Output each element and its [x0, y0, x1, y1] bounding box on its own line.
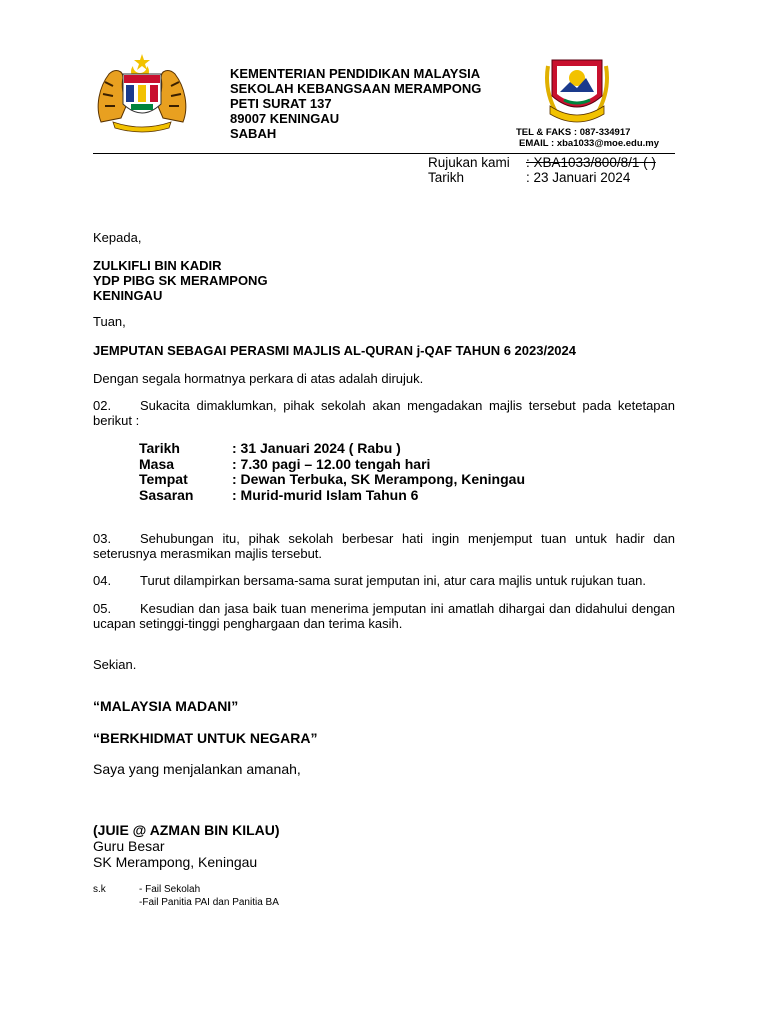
contact-block [516, 127, 696, 149]
detail-label: Tempat [139, 471, 188, 487]
slogan-berkhidmat: “BERKHIDMAT UNTUK NEGARA” [93, 730, 318, 746]
cc-block [93, 883, 393, 909]
detail-label: Masa [139, 455, 175, 472]
recipient-place: KENINGAU [93, 288, 163, 303]
org-line-postcode: 89007 KENINGAU [230, 111, 340, 126]
cc-label: s.k [93, 884, 106, 895]
detail-value: : 31 Januari 2024 ( Rabu ) [232, 440, 401, 456]
paragraph-05-number: 05. [93, 601, 112, 616]
tel-fax: TEL & FAKS : 087-334917 [516, 127, 631, 138]
school-logo [542, 56, 612, 124]
detail-value: : 7.30 pagi – 12.00 tengah hari [232, 455, 431, 472]
reference-block [428, 155, 688, 185]
org-line-ministry: KEMENTERIAN PENDIDIKAN MALAYSIA [230, 66, 481, 81]
rujukan-value: : XBA1033/800/8/1 ( ) [526, 155, 656, 170]
paragraph-04-number: 04. [93, 573, 112, 588]
paragraph-03 [93, 531, 675, 561]
paragraph-02-text: Sukacita dimaklumkan, pihak sekolah akan mengadakan majlis tersebut pada ketetapan berikut : [93, 398, 675, 428]
paragraph-02-number: 02. [93, 398, 112, 413]
recipient-name: ZULKIFLI BIN KADIR [93, 258, 222, 273]
detail-row-masa [139, 457, 679, 473]
paragraph-05-text: Kesudian dan jasa baik tuan menerima jemputan ini amatlah dihargai dan didahului dengan ucapan setinggi-tinggi penghargaan dan terima kasih. [93, 601, 675, 631]
rujukan-label: Rujukan kami [428, 155, 510, 170]
detail-label: Sasaran [139, 486, 194, 503]
event-details [139, 441, 679, 503]
paragraph-04-text: Turut dilampirkan bersama-sama surat jemputan ini, atur cara majlis untuk rujukan tuan. [140, 573, 647, 588]
signer-title: Guru Besar [93, 838, 165, 854]
paragraph-05 [93, 601, 675, 631]
trust-line: Saya yang menjalankan amanah, [93, 761, 301, 777]
detail-row-sasaran [139, 488, 679, 504]
header-divider [93, 153, 675, 154]
subject-line: JEMPUTAN SEBAGAI PERASMI MAJLIS AL-QURAN j-QAF TAHUN 6 2023/2024 [93, 343, 576, 358]
org-line-state: SABAH [230, 126, 277, 141]
signer-school: SK Merampong, Keningau [93, 854, 258, 870]
org-line-school: SEKOLAH KEBANGSAAN MERAMPONG [230, 81, 482, 96]
tarikh-value: : 23 Januari 2024 [526, 170, 631, 185]
paragraph-04 [93, 573, 675, 588]
salutation-to: Kepada, [93, 230, 142, 245]
detail-label: Tarikh [139, 440, 180, 456]
signer-name: (JUIE @ AZMAN BIN KILAU) [93, 822, 280, 838]
cc-item-fail-sekolah: - Fail Sekolah [139, 884, 201, 895]
sekian: Sekian. [93, 657, 137, 672]
signature-block [93, 822, 280, 870]
tarikh-label: Tarikh [428, 170, 465, 185]
organisation-address-block [230, 66, 530, 141]
detail-row-tempat [139, 472, 679, 488]
email: EMAIL : xba1033@moe.edu.my [519, 138, 660, 149]
paragraph-03-text: Sehubungan itu, pihak sekolah berbesar hati ingin menjemput tuan untuk hadir dan seterusnya merasmikan majlis tersebut. [93, 531, 675, 561]
recipient-block [93, 258, 268, 303]
detail-row-tarikh [139, 441, 679, 457]
slogan-malaysia-madani: “MALAYSIA MADANI” [93, 698, 239, 714]
national-crest-logo [93, 52, 191, 134]
greeting: Tuan, [93, 314, 126, 329]
paragraph-02 [93, 398, 675, 428]
intro-paragraph: Dengan segala hormatnya perkara di atas adalah dirujuk. [93, 371, 424, 386]
detail-value: : Dewan Terbuka, SK Merampong, Keningau [232, 471, 526, 487]
paragraph-03-number: 03. [93, 531, 112, 546]
cc-item-fail-panitia: -Fail Panitia PAI dan Panitia BA [139, 897, 279, 908]
detail-value: : Murid-murid Islam Tahun 6 [232, 486, 419, 503]
recipient-position: YDP PIBG SK MERAMPONG [93, 273, 268, 288]
org-line-pobox: PETI SURAT 137 [230, 96, 332, 111]
